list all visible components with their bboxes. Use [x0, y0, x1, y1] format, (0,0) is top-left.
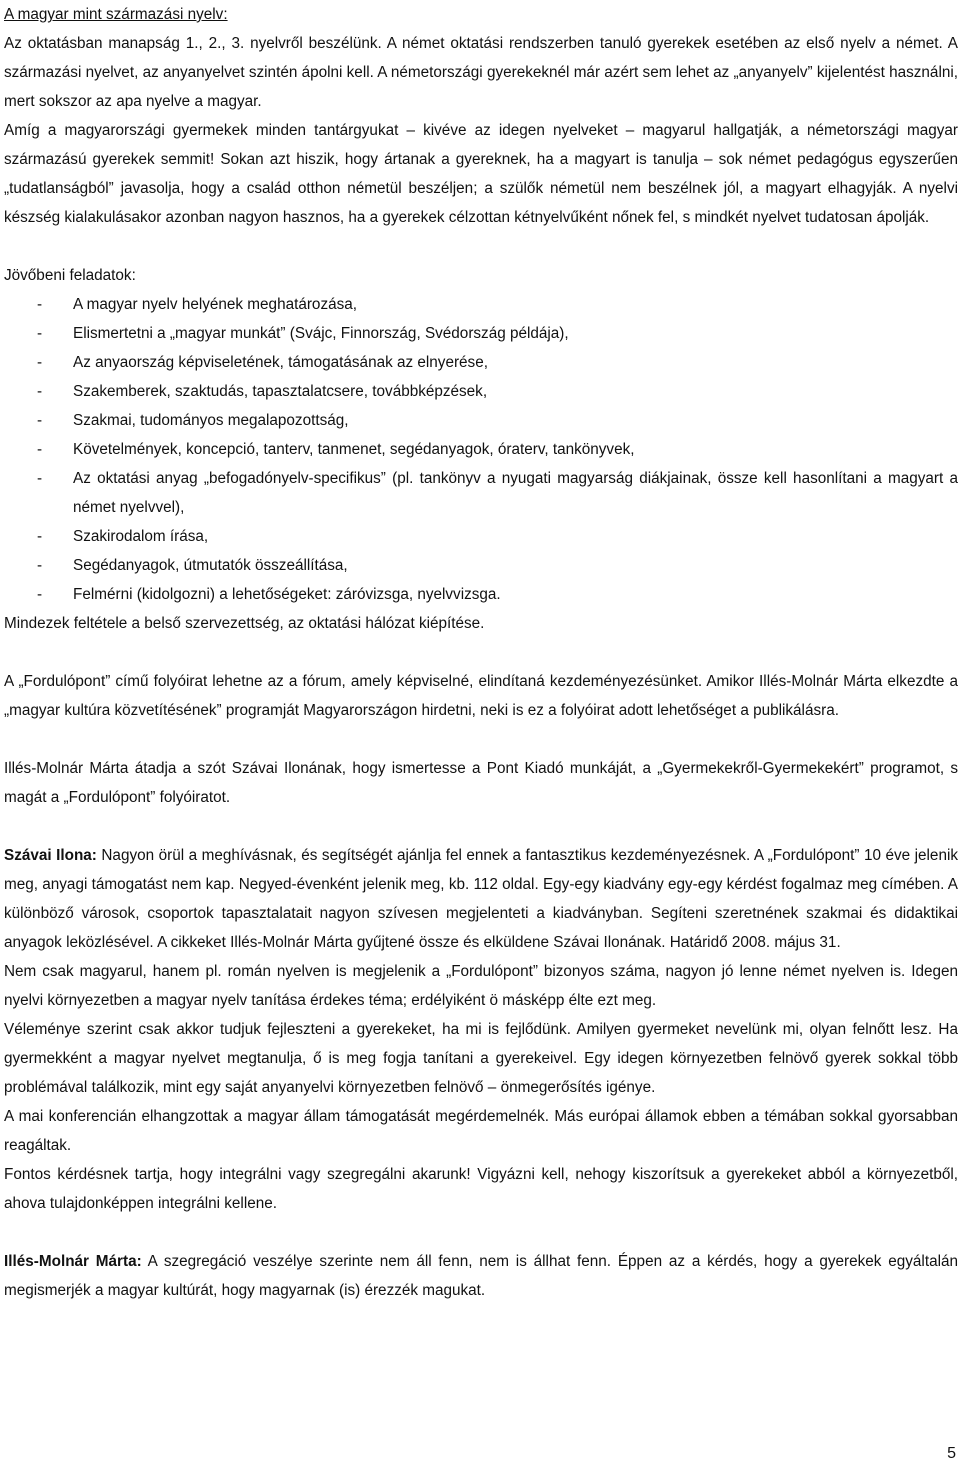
spacer — [4, 1218, 958, 1247]
speech-szavai — [4, 841, 958, 957]
speech-text: Nagyon örül a meghívásnak, és segítségét ajánlja fel ennek a fantasztikus kezdeményezésnek. A „Fordulópont” 10 éve jelenik meg, anyagi támogatást nem kap. Negyed-évenként jelenik meg, kb. 112 oldal. Egy-egy kiadvány egy-egy kérdést fogalmaz meg címében. A különböző városok, csoportok tapasztalatait nagyon szívesen megjelenteti a kiadványban. Segíteni szeretnének szakmai és didaktikai anyagok leközlésével. A cikkeket Illés-Molnár Márta gyűjtené össze és elküldene Szávai Ilonának. Határidő 2008. május 31. — [4, 847, 958, 951]
paragraph-origin-language: Az oktatásban manapság 1., 2., 3. nyelvről beszélünk. A német oktatási rendszerben tanuló gyerekek esetében az első nyelv a német. A származási nyelvet, az anyanyelvet szintén ápolni kell. A németországi gyerekeknél már azért sem lehet az „anyanyelv” kijelentést használni, mert sokszor az apa nyelve a magyar. — [4, 35, 958, 110]
tasks-heading: Jövőbeni feladatok: — [4, 267, 136, 284]
spacer — [4, 638, 958, 667]
list-item — [4, 319, 958, 348]
list-item-text: Elismertetni a „magyar munkát” (Svájc, Finnország, Svédország példája), — [73, 325, 569, 342]
list-dash: - — [37, 528, 43, 545]
list-item — [4, 290, 958, 319]
list-item — [4, 348, 958, 377]
list-dash: - — [37, 441, 43, 458]
speech-illes — [4, 1247, 958, 1305]
list-item — [4, 464, 958, 522]
speech-szavai-cont: A mai konferencián elhangzottak a magyar állam támogatását megérdemelnék. Más európai államok ebben a témában sokkal gyorsabban reagáltak. — [4, 1108, 958, 1154]
list-dash: - — [37, 412, 43, 429]
list-item-text: Szakirodalom írása, — [73, 528, 209, 545]
spacer — [4, 812, 958, 841]
paragraph-handover: Illés-Molnár Márta átadja a szót Szávai Ilonának, hogy ismertesse a Pont Kiadó munkáját, a „Gyermekekről-Gyermekekért” programot, s magát a „Fordulópont” folyóiratot. — [4, 760, 958, 806]
paragraph-forum: A „Fordulópont” című folyóirat lehetne az a fórum, amely képviselné, elindítaná kezdeményezésünket. Amikor Illés-Molnár Márta elkezdte a „magyar kultúra közvetítésének” programját Magyarországon hirdetni, neki is ez a folyóirat adott lehetőséget a publikálásra. — [4, 673, 958, 719]
list-item-text: Az oktatási anyag „befogadónyelv-specifikus” (pl. tankönyv a nyugati magyarság diákjainak, össze kell hasonlítani a magyart a német nyelvvel), — [73, 470, 958, 516]
list-item — [4, 580, 958, 609]
list-dash: - — [37, 383, 43, 400]
list-item — [4, 551, 958, 580]
speaker-name: Szávai Ilona: — [4, 847, 97, 864]
list-item-text: A magyar nyelv helyének meghatározása, — [73, 296, 358, 313]
list-item — [4, 377, 958, 406]
speech-szavai-cont: Fontos kérdésnek tartja, hogy integrálni vagy szegregálni akarunk! Vigyázni kell, nehogy kiszorítsuk a gyerekeket abból a környezetből, ahova tulajdonképpen integrálni kellene. — [4, 1166, 958, 1212]
paragraph-hungarian-children: Amíg a magyarországi gyermekek minden tantárgyukat – kivéve az idegen nyelveket – magyarul hallgatják, a németországi magyar származású gyerekek semmit! Sokan azt hiszik, hogy ártanak a gyereknek, ha a magyart is tanulja – sok német pedagógus egyszerűen „tudatlanságból” javasolja, hogy a család otthon németül beszéljen; a szülők németül nem beszélnek jól, a magyart elhagyják. A nyelvi készség kialakulásakor azonban nagyon hasznos, ha a gyerekek célzottan kétnyelvűként nőnek fel, s mindkét nyelvet tudatosan ápolják. — [4, 122, 958, 226]
list-item-text: Felmérni (kidolgozni) a lehetőségeket: záróvizsga, nyelvvizsga. — [73, 586, 501, 603]
tasks-list — [4, 290, 958, 609]
spacer — [4, 232, 958, 261]
speech-szavai-cont: Nem csak magyarul, hanem pl. román nyelven is megjelenik a „Fordulópont” bizonyos száma, nagyon jó lenne német nyelven is. Idegen nyelvi környezetben a magyar nyelv tanítása érdekes téma; erdélyiként ö másképp élte ezt meg. — [4, 963, 958, 1009]
section-heading — [4, 0, 958, 29]
section-heading-text: A magyar mint származási nyelv: — [4, 6, 228, 23]
list-item — [4, 406, 958, 435]
speech-szavai-cont: Véleménye szerint csak akkor tudjuk fejleszteni a gyerekeket, ha mi is fejlődünk. Amilyen gyermeket nevelünk mi, olyan felnőtt lesz. Ha gyermekként a magyar nyelvet megtanulja, ő is meg fogja tanítani a gyerekeivel. Egy idegen környezetben felnövő gyerek sokkal több problémával találkozik, mint egy saját anyanyelvi környezetben felnövő – önmegerősítés igénye. — [4, 1021, 958, 1096]
spacer — [4, 725, 958, 754]
list-item-text: Szakemberek, szaktudás, tapasztalatcsere, továbbképzések, — [73, 383, 488, 400]
speaker-name: Illés-Molnár Márta: — [4, 1253, 142, 1270]
list-dash: - — [37, 470, 43, 487]
list-dash: - — [37, 354, 43, 371]
list-item — [4, 522, 958, 551]
list-item-text: Az anyaország képviseletének, támogatásának az elnyerése, — [73, 354, 488, 371]
list-dash: - — [37, 325, 43, 342]
document-page — [4, 0, 958, 1305]
list-item-text: Követelmények, koncepció, tanterv, tanmenet, segédanyagok, óraterv, tankönyvek, — [73, 441, 635, 458]
list-dash: - — [37, 586, 43, 603]
speech-text: A szegregáció veszélye szerinte nem áll fenn, nem is állhat fenn. Éppen az a kérdés, hogy a gyerekek egyáltalán megismerjék a magyar kultúrát, hogy magyarnak (is) érezzék magukat. — [4, 1253, 958, 1299]
list-dash: - — [37, 557, 43, 574]
tasks-footer: Mindezek feltétele a belső szervezettség, az oktatási hálózat kiépítése. — [4, 615, 485, 632]
list-item-text: Szakmai, tudományos megalapozottság, — [73, 412, 349, 429]
page-number: 5 — [947, 1445, 956, 1462]
list-item — [4, 435, 958, 464]
list-dash: - — [37, 296, 43, 313]
list-item-text: Segédanyagok, útmutatók összeállítása, — [73, 557, 348, 574]
